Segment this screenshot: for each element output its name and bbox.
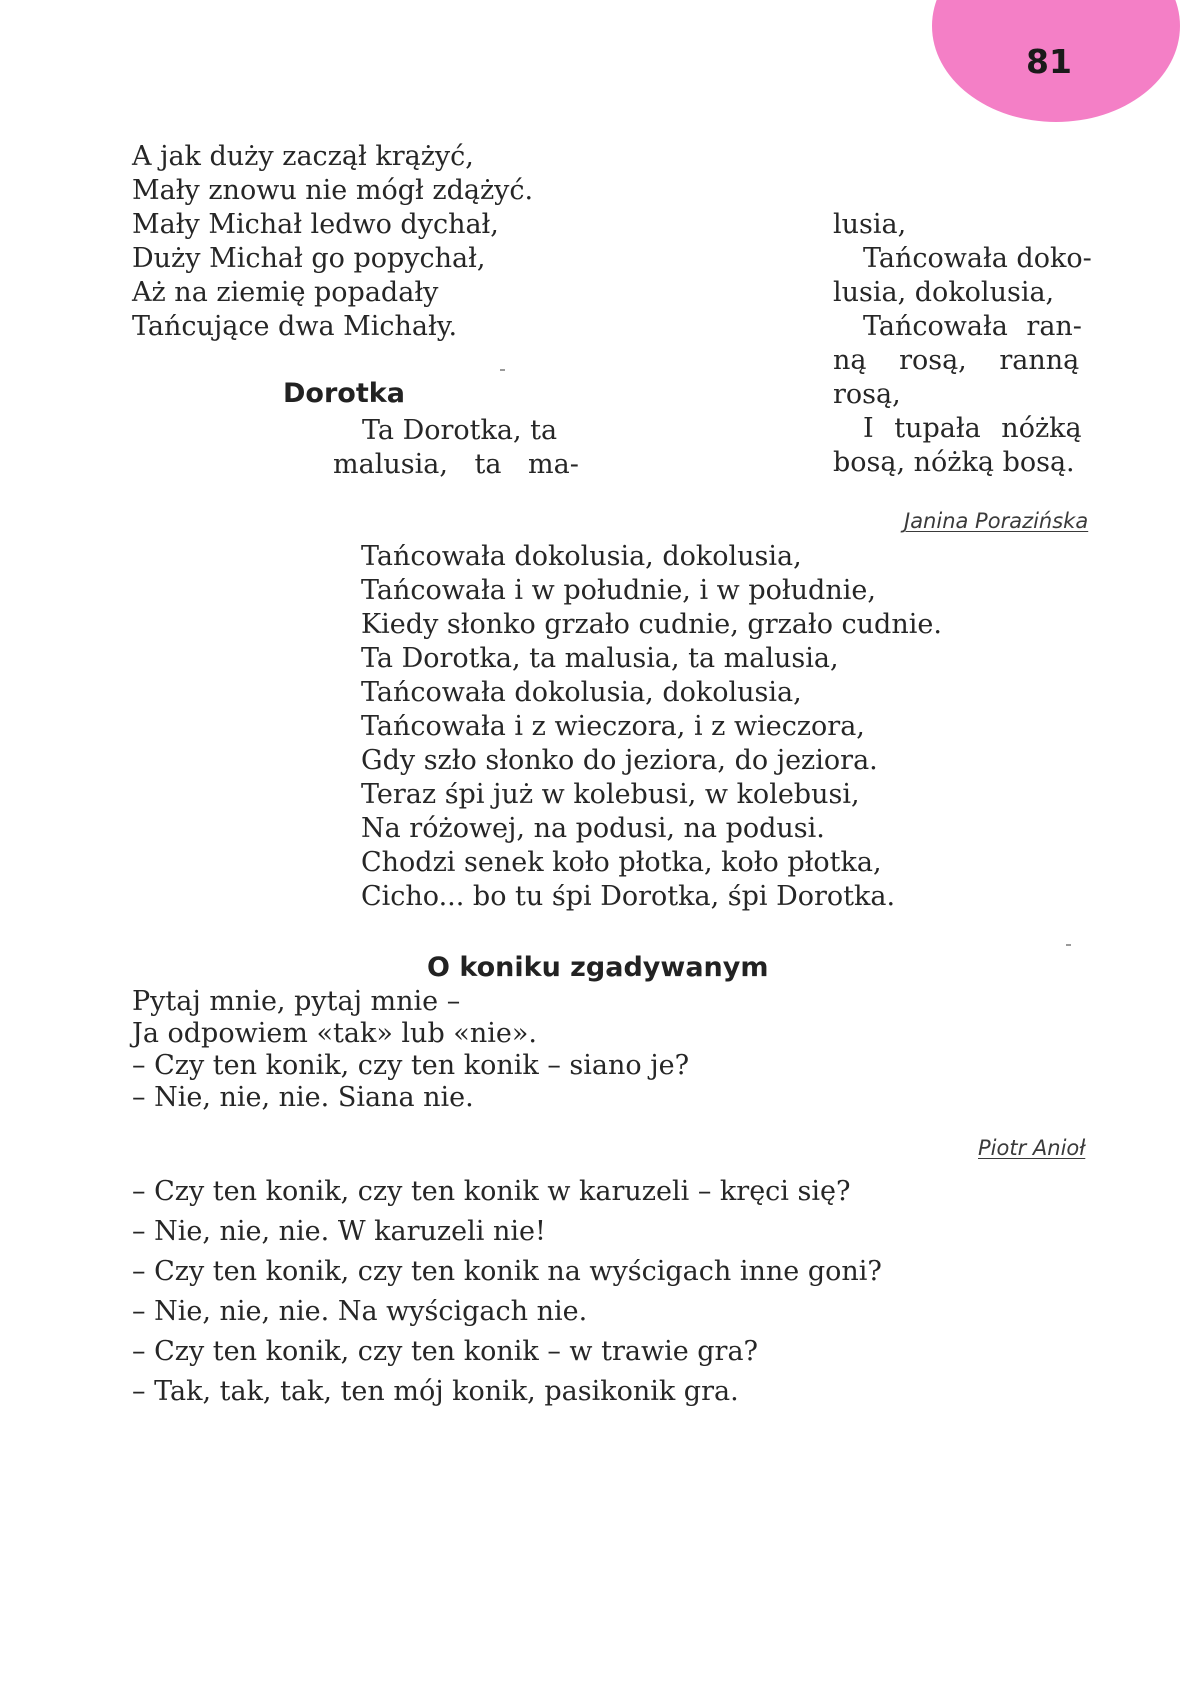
poem-konik-intro bbox=[132, 986, 689, 1114]
verse-line: – Nie, nie, nie. Na wyścigach nie. bbox=[132, 1296, 588, 1327]
verse-text: Ta Dorotka, ta bbox=[362, 415, 558, 446]
verse-line: bosą, nóżką bosą. bbox=[833, 447, 1075, 478]
poem-konik-dialogue bbox=[132, 1172, 882, 1412]
verse-line: – Nie, nie, nie. W karuzeli nie! bbox=[132, 1216, 546, 1247]
verse-line: malusia, ta ma- bbox=[333, 449, 579, 480]
verse-line: I tupała nóżką bbox=[863, 413, 1082, 444]
verse-line: Gdy szło słonko do jeziora, do jeziora. bbox=[361, 745, 878, 776]
verse-line: – Czy ten konik, czy ten konik – w trawie gra? bbox=[132, 1336, 759, 1367]
poem-dorotka-intro bbox=[333, 414, 581, 482]
verse-line: Tańcowała i z wieczora, i z wieczora, bbox=[361, 711, 865, 742]
page-number: 81 bbox=[1026, 42, 1072, 81]
poem-author-porazinska: Janina Porazińska bbox=[904, 509, 1089, 533]
print-speck bbox=[1066, 944, 1071, 946]
poem-title-dorotka: Dorotka bbox=[283, 378, 405, 409]
verse-line: Ja odpowiem «tak» lub «nie». bbox=[132, 1018, 537, 1049]
verse-line bbox=[333, 414, 581, 448]
verse-line: rosą, bbox=[833, 379, 901, 410]
poem-michaly-stanza bbox=[132, 140, 533, 344]
verse-line: Tańcowała dokolusia, dokolusia, bbox=[361, 541, 802, 572]
verse-line: Tańcowała i w południe, i w południe, bbox=[361, 575, 876, 606]
verse-line: Tańcowała doko- bbox=[863, 243, 1092, 274]
verse-line: Cicho... bo tu śpi Dorotka, śpi Dorotka. bbox=[361, 881, 896, 912]
verse-line: – Czy ten konik, czy ten konik – siano je? bbox=[132, 1050, 690, 1081]
poem-dorotka-right-column bbox=[833, 208, 1092, 480]
verse-line: – Czy ten konik, czy ten konik na wyścigach inne goni? bbox=[132, 1256, 882, 1287]
poem-dorotka-stanza bbox=[361, 540, 942, 914]
verse-line: Tańcujące dwa Michały. bbox=[132, 311, 458, 342]
verse-line: lusia, dokolusia, bbox=[833, 277, 1055, 308]
verse-line: Kiedy słonko grzało cudnie, grzało cudnie. bbox=[361, 609, 942, 640]
justified-line bbox=[362, 414, 581, 448]
verse-line: Tańcowała dokolusia, dokolusia, bbox=[361, 677, 802, 708]
verse-line: – Tak, tak, tak, ten mój konik, pasikonik gra. bbox=[132, 1376, 739, 1407]
verse-line: Aż na ziemię popadały bbox=[132, 277, 439, 308]
verse-line: Teraz śpi już w kolebusi, w kolebusi, bbox=[361, 779, 860, 810]
poem-author-aniol: Piotr Anioł bbox=[978, 1136, 1086, 1160]
verse-line: ną rosą, ranną bbox=[833, 345, 1080, 376]
verse-line: Pytaj mnie, pytaj mnie – bbox=[132, 986, 461, 1017]
verse-line: lusia, bbox=[833, 209, 907, 240]
verse-line: Tańcowała ran- bbox=[863, 311, 1082, 342]
verse-line: Mały znowu nie mógł zdążyć. bbox=[132, 175, 534, 206]
print-speck bbox=[500, 369, 505, 371]
verse-line: Duży Michał go popychał, bbox=[132, 243, 486, 274]
verse-line: – Czy ten konik, czy ten konik w karuzeli – kręci się? bbox=[132, 1176, 851, 1207]
poem-title-konik: O koniku zgadywanym bbox=[427, 952, 769, 983]
verse-line: – Nie, nie, nie. Siana nie. bbox=[132, 1082, 474, 1113]
verse-line: Ta Dorotka, ta malusia, ta malusia, bbox=[361, 643, 839, 674]
verse-line: A jak duży zaczął krążyć, bbox=[132, 141, 474, 172]
verse-line: Chodzi senek koło płotka, koło płotka, bbox=[361, 847, 882, 878]
verse-line: Mały Michał ledwo dychał, bbox=[132, 209, 499, 240]
verse-line: Na różowej, na podusi, na podusi. bbox=[361, 813, 825, 844]
